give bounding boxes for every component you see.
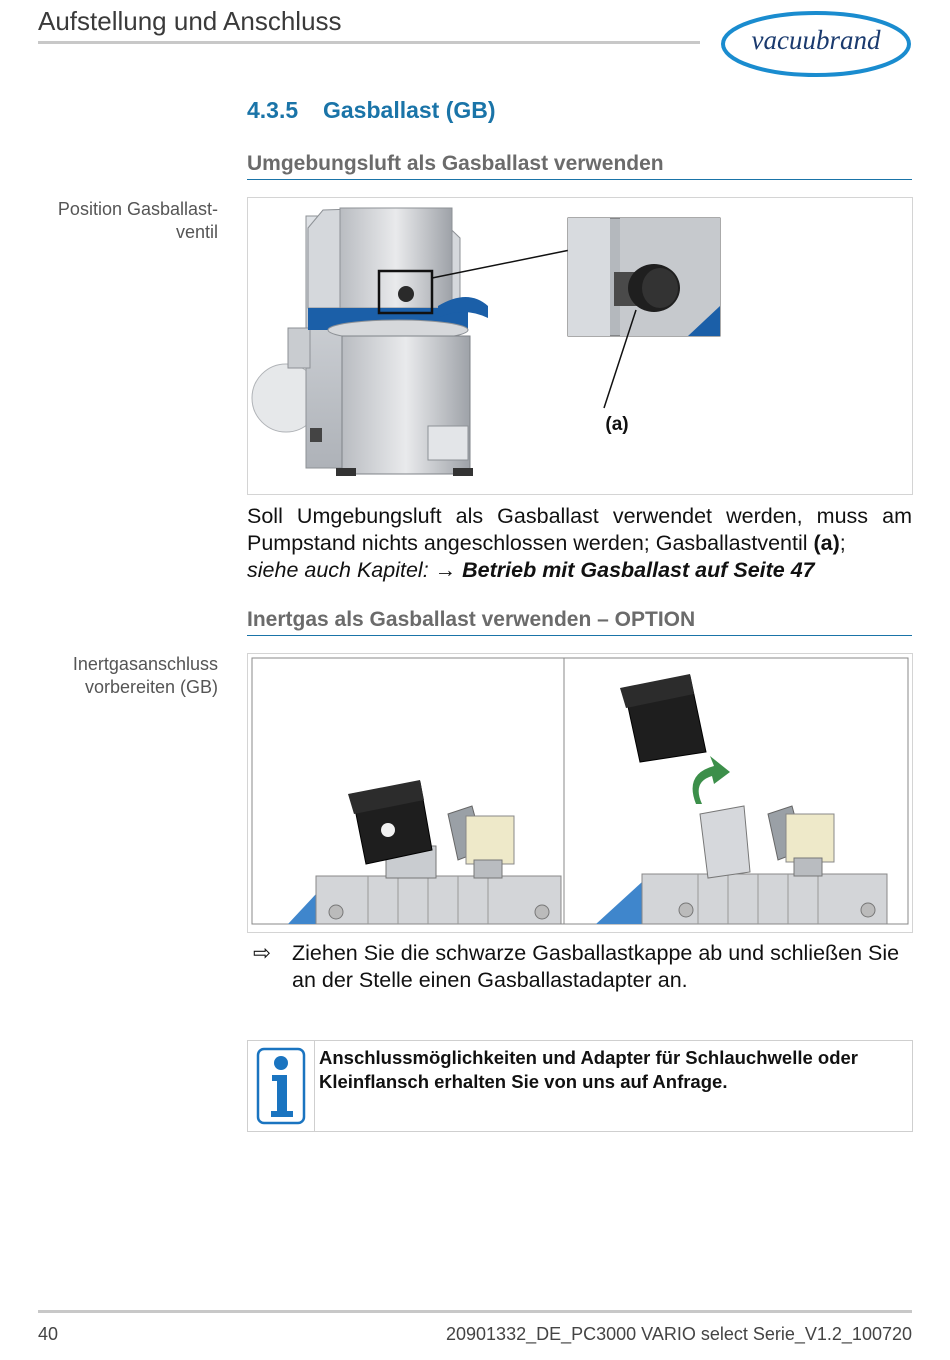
side-label-gas-ballast-position: Position Gasballast- ventil: [57, 199, 218, 242]
page-number: 40: [38, 1324, 59, 1344]
subheading-inert-gas: Inertgas als Gasballast verwenden – OPTION: [247, 608, 912, 636]
step-remove-cap: [253, 940, 913, 994]
header-rule: [38, 41, 700, 44]
info-box: [247, 1040, 913, 1132]
subheading-ambient-air: Umgebungsluft als Gasballast verwenden: [247, 152, 912, 180]
info-icon-cell: [248, 1041, 315, 1131]
side-label-inert-gas: Inertgasanschluss vorbereiten (GB): [72, 654, 218, 697]
paragraph-ambient-air: Soll Umgebungsluft als Gasballast verwendet werden, muss am Pumpstand nichts angeschlossen werden; Gasballastventil (a); siehe auch Kapitel: → Betrieb mit Gasballast auf Seite 47: [247, 504, 912, 582]
page-header-title: Aufstellung und Anschluss: [38, 6, 342, 36]
inert-gas-figure: [247, 653, 913, 933]
footer-rule: [38, 1310, 912, 1313]
document-id: 20901332_DE_PC3000 VARIO select Serie_V1.2_100720: [446, 1324, 912, 1344]
info-text: Anschlussmöglichkeiten und Adapter für Schlauchwelle oder Kleinflansch erhalten Sie von uns auf Anfrage.: [319, 1047, 859, 1092]
info-icon: [248, 1041, 314, 1131]
vacuubrand-logo: [718, 6, 914, 80]
hollow-arrow-icon: ⇨: [253, 941, 272, 965]
gas-ballast-cap-illustration: [248, 654, 912, 932]
section-title-text: Gasballast (GB): [323, 97, 496, 123]
arrow-icon: →: [434, 558, 457, 582]
callout-a-label: (a): [605, 414, 629, 435]
step-text: Ziehen Sie die schwarze Gasballastkappe ab und schließen Sie an der Stelle einen Gasballastadapter an.: [292, 941, 900, 992]
section-number: 4.3.5: [247, 97, 299, 123]
svg-text:vacuubrand: vacuubrand: [751, 25, 881, 55]
link-betrieb-mit-gasballast[interactable]: Betrieb mit Gasballast auf Seite 47: [462, 558, 815, 582]
pump-illustration: [248, 198, 912, 494]
section-title: [247, 97, 496, 124]
pump-figure: [247, 197, 913, 495]
